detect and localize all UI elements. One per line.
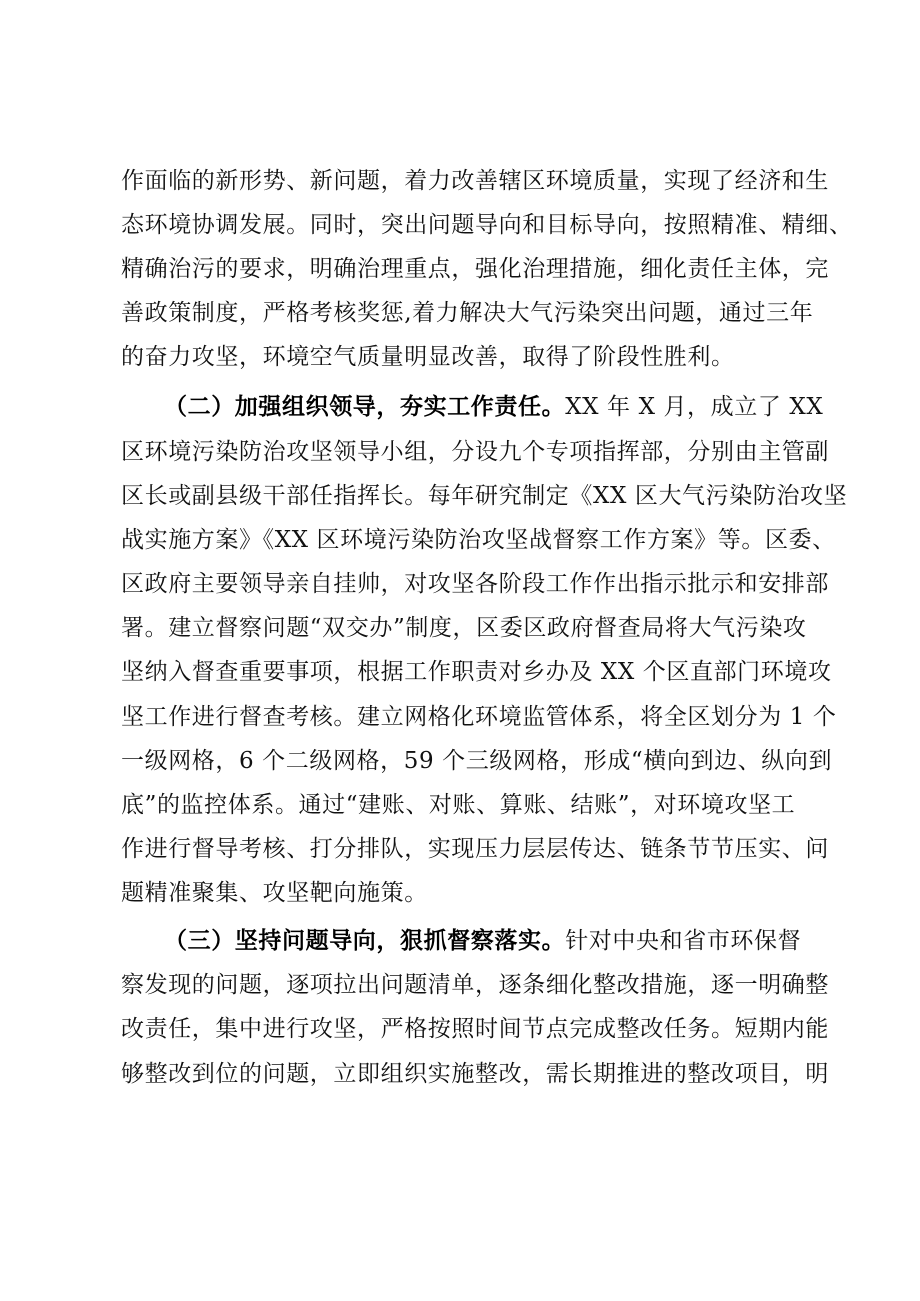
paragraph-line: 区长或副县级干部任指挥长。每年研究制定《XX 区大气污染防治攻坚 <box>121 483 848 509</box>
paragraph-line: 题精准聚集、攻坚靶向施策。 <box>121 880 428 906</box>
paragraph-line: 一级网格，6 个二级网格，59 个三级网格，形成“横向到边、纵向到 <box>121 748 833 774</box>
paragraph-text: 针对中央和省市环保督 <box>565 928 802 954</box>
paragraph-line: 区政府主要领导亲自挂帅，对攻坚各阶段工作作出指示批示和安排部 <box>121 571 829 597</box>
paragraph-line: 区环境污染防治攻坚领导小组，分设九个专项指挥部，分别由主管副 <box>121 439 829 465</box>
paragraph-line: 战实施方案》《XX 区环境污染防治攻坚战督察工作方案》等。区委、 <box>121 527 836 553</box>
paragraph-line: 态环境协调发展。同时，突出问题导向和目标导向，按照精准、精细、 <box>121 212 853 238</box>
paragraph-line: 署。建立督察问题“双交办”制度，区委区政府督查局将大气污染攻 <box>121 615 807 641</box>
paragraph-line: 坚工作进行督查考核。建立网格化环境监管体系，将全区划分为 1 个 <box>121 704 837 730</box>
paragraph-line: 的奋力攻坚，环境空气质量明显改善，取得了阶段性胜利。 <box>121 344 735 370</box>
paragraph-line: 作进行督导考核、打分排队，实现压力层层传达、链条节节压实、问 <box>121 836 829 862</box>
paragraph-first-line <box>164 392 823 422</box>
paragraph-line: 察发现的问题，逐项拉出问题清单，逐条细化整改措施，逐一明确整 <box>121 972 829 998</box>
paragraph-line: 坚纳入督查重要事项，根据工作职责对乡办及 XX 个区直部门环境攻 <box>121 659 832 685</box>
paragraph-line: 作面临的新形势、新问题，着力改善辖区环境质量，实现了经济和生 <box>121 168 829 194</box>
paragraph-line: 精确治污的要求，明确治理重点，强化治理措施，细化责任主体，完 <box>121 256 829 282</box>
paragraph-first-line <box>164 926 801 956</box>
paragraph-line: 改责任，集中进行攻坚，严格按照时间节点完成整改任务。短期内能 <box>121 1016 829 1042</box>
section-heading: （二）加强组织领导，夯实工作责任。 <box>164 394 566 420</box>
section-heading: （三）坚持问题导向，狠抓督察落实。 <box>164 928 566 954</box>
paragraph-text: XX 年 X 月，成立了 XX <box>565 394 824 420</box>
paragraph-line: 够整改到位的问题，立即组织实施整改，需长期推进的整改项目，明 <box>121 1061 829 1087</box>
paragraph-line: 善政策制度，严格考核奖惩,着力解决大气污染突出问题，通过三年 <box>121 300 814 326</box>
paragraph-line: 底”的监控体系。通过“建账、对账、算账、结账”，对环境攻坚工 <box>121 792 796 818</box>
